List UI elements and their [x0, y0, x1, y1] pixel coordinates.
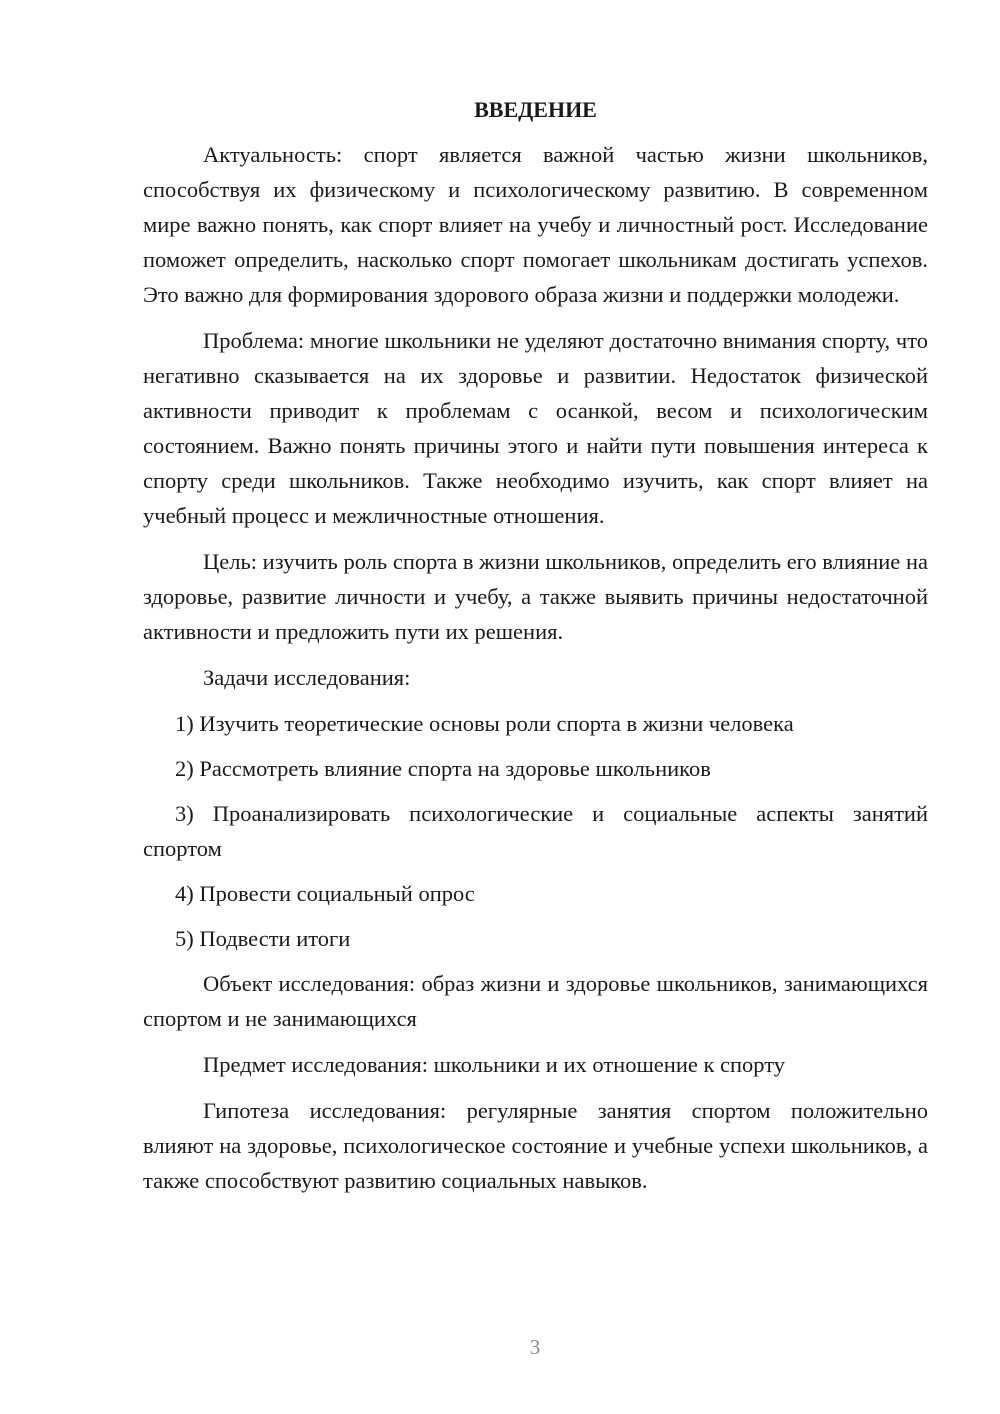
list-item: 5) Подвести итоги: [175, 926, 351, 951]
list-item: 2) Рассмотреть влияние спорта на здоровье школьников: [175, 756, 711, 781]
paragraph-relevance: Актуальность: спорт является важной частью жизни школьников, способствуя их физическому и психологическому развитию. В современном мире важно понять, как спорт влияет на учебу и личностный рост. Исследование поможет определить, насколько спорт помогает школьникам достигать успехов. Это важно для формирования здорового образа жизни и поддержки молодежи.: [143, 142, 928, 307]
list-item: 1) Изучить теоретические основы роли спорта в жизни человека: [175, 711, 794, 736]
paragraph-subject: Предмет исследования: школьники и их отношение к спорту: [203, 1052, 786, 1077]
paragraph-goal: Цель: изучить роль спорта в жизни школьников, определить его влияние на здоровье, развитие личности и учебу, а также выявить причины недостаточной активности и предложить пути их решения.: [143, 549, 928, 644]
document-title: ВВЕДЕНИЕ: [474, 97, 597, 122]
page-number: 3: [529, 1335, 541, 1359]
document-page: [143, 92, 928, 1209]
list-item: 4) Провести социальный опрос: [175, 881, 475, 906]
list-item: 3) Проанализировать психологические и социальные аспекты занятий спортом: [143, 801, 928, 861]
paragraph-hypothesis: Гипотеза исследования: регулярные занятия спортом положительно влияют на здоровье, психологическое состояние и учебные успехи школьников, а также способствуют развитию социальных навыков.: [143, 1098, 928, 1193]
paragraph-problem: Проблема: многие школьники не уделяют достаточно внимания спорту, что негативно сказывается на их здоровье и развитии. Недостаток физической активности приводит к проблемам с осанкой, весом и психологическим состоянием. Важно понять причины этого и найти пути повышения интереса к спорту среди школьников. Также необходимо изучить, как спорт влияет на учебный процесс и межличностные отношения.: [143, 328, 928, 528]
paragraph-object: Объект исследования: образ жизни и здоровье школьников, занимающихся спортом и не занимающихся: [143, 971, 928, 1031]
tasks-heading: Задачи исследования:: [203, 665, 411, 690]
tasks-list: [143, 706, 928, 956]
